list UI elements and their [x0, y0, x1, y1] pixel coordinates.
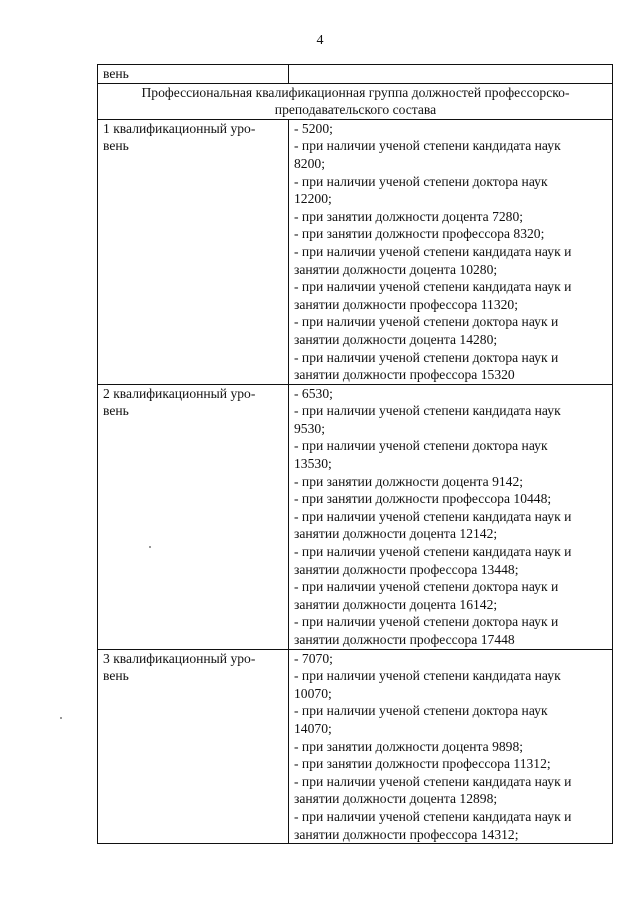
salary-line: занятии должности профессора 15320	[294, 367, 515, 383]
salary-line: - 6530;	[294, 385, 333, 401]
level-name-line: 3 квалификационный уро-	[103, 650, 256, 666]
empty-cell	[289, 65, 613, 84]
salary-details-cell	[289, 119, 613, 384]
salary-line: 8200;	[294, 155, 325, 171]
salary-line: - при наличии ученой степени кандидата наук и	[294, 279, 572, 295]
level-name-line: 2 квалификационный уро-	[103, 385, 256, 401]
salary-line: - при занятии должности профессора 10448;	[294, 491, 552, 507]
group-header-line: преподавательского состава	[274, 102, 437, 118]
salary-line: - при наличии ученой степени доктора наук и	[294, 349, 559, 365]
salary-details-cell	[289, 649, 613, 844]
salary-line: - при занятии должности профессора 11312;	[294, 756, 551, 772]
level-name-line: вень	[103, 403, 129, 419]
salary-line: занятии должности доцента 14280;	[294, 331, 498, 347]
salary-line: - при занятии должности профессора 8320;	[294, 226, 545, 242]
salary-details-cell	[289, 384, 613, 649]
table-row-level-1	[98, 119, 613, 384]
salary-line: - при наличии ученой степени кандидата наук	[294, 668, 561, 684]
salary-line: 13530;	[294, 456, 332, 472]
salary-table	[97, 64, 613, 844]
salary-line: занятии должности профессора 14312;	[294, 826, 519, 842]
scan-speck	[149, 546, 151, 548]
scan-speck	[60, 717, 62, 719]
salary-line: занятии должности доцента 10280;	[294, 261, 498, 277]
salary-line: занятии должности профессора 13448;	[294, 561, 519, 577]
level-name-cell	[98, 119, 289, 384]
salary-line: - при наличии ученой степени кандидата наук и	[294, 544, 572, 560]
group-header-cell	[98, 83, 613, 119]
level-name-line: вень	[103, 138, 129, 154]
continuation-cell	[98, 65, 289, 84]
salary-line: - при наличии ученой степени доктора наук и	[294, 614, 559, 630]
salary-line: - при наличии ученой степени кандидата наук	[294, 138, 561, 154]
salary-line: - при наличии ученой степени доктора наук	[294, 173, 548, 189]
salary-line: - при наличии ученой степени кандидата наук	[294, 403, 561, 419]
group-header-row	[98, 83, 613, 119]
table-row-level-2	[98, 384, 613, 649]
salary-line: - при занятии должности доцента 7280;	[294, 208, 524, 224]
salary-line: - при наличии ученой степени кандидата наук и	[294, 773, 572, 789]
salary-line: - при наличии ученой степени кандидата наук и	[294, 243, 572, 259]
salary-line: занятии должности доцента 12898;	[294, 791, 498, 807]
salary-line: 10070;	[294, 685, 332, 701]
table-row-level-3	[98, 649, 613, 844]
table-row-continuation	[98, 65, 613, 84]
salary-line: - при занятии должности доцента 9898;	[294, 738, 524, 754]
group-header-line: Профессиональная квалификационная группа должностей профессорско-	[141, 84, 570, 100]
salary-line: 14070;	[294, 720, 332, 736]
level-name-cell	[98, 384, 289, 649]
salary-line: - при наличии ученой степени доктора наук	[294, 703, 548, 719]
salary-line: занятии должности доцента 12142;	[294, 526, 498, 542]
level-name-cell	[98, 649, 289, 844]
salary-line: 12200;	[294, 191, 332, 207]
level-name-line: вень	[103, 668, 129, 684]
salary-line: - при наличии ученой степени кандидата наук и	[294, 508, 572, 524]
salary-line: - 7070;	[294, 650, 333, 666]
salary-line: - при наличии ученой степени доктора наук	[294, 438, 548, 454]
continuation-text: вень	[103, 66, 129, 81]
salary-line: 9530;	[294, 420, 325, 436]
salary-line: - при наличии ученой степени кандидата наук и	[294, 808, 572, 824]
salary-line: - при наличии ученой степени доктора наук и	[294, 314, 559, 330]
salary-line: - при занятии должности доцента 9142;	[294, 473, 524, 489]
level-name-line: 1 квалификационный уро-	[103, 120, 256, 136]
salary-line: - при наличии ученой степени доктора наук и	[294, 579, 559, 595]
salary-line: занятии должности доцента 16142;	[294, 596, 498, 612]
salary-line: - 5200;	[294, 120, 333, 136]
salary-line: занятии должности профессора 17448	[294, 632, 515, 647]
salary-line: занятии должности профессора 11320;	[294, 296, 518, 312]
page-number: 4	[316, 33, 324, 48]
